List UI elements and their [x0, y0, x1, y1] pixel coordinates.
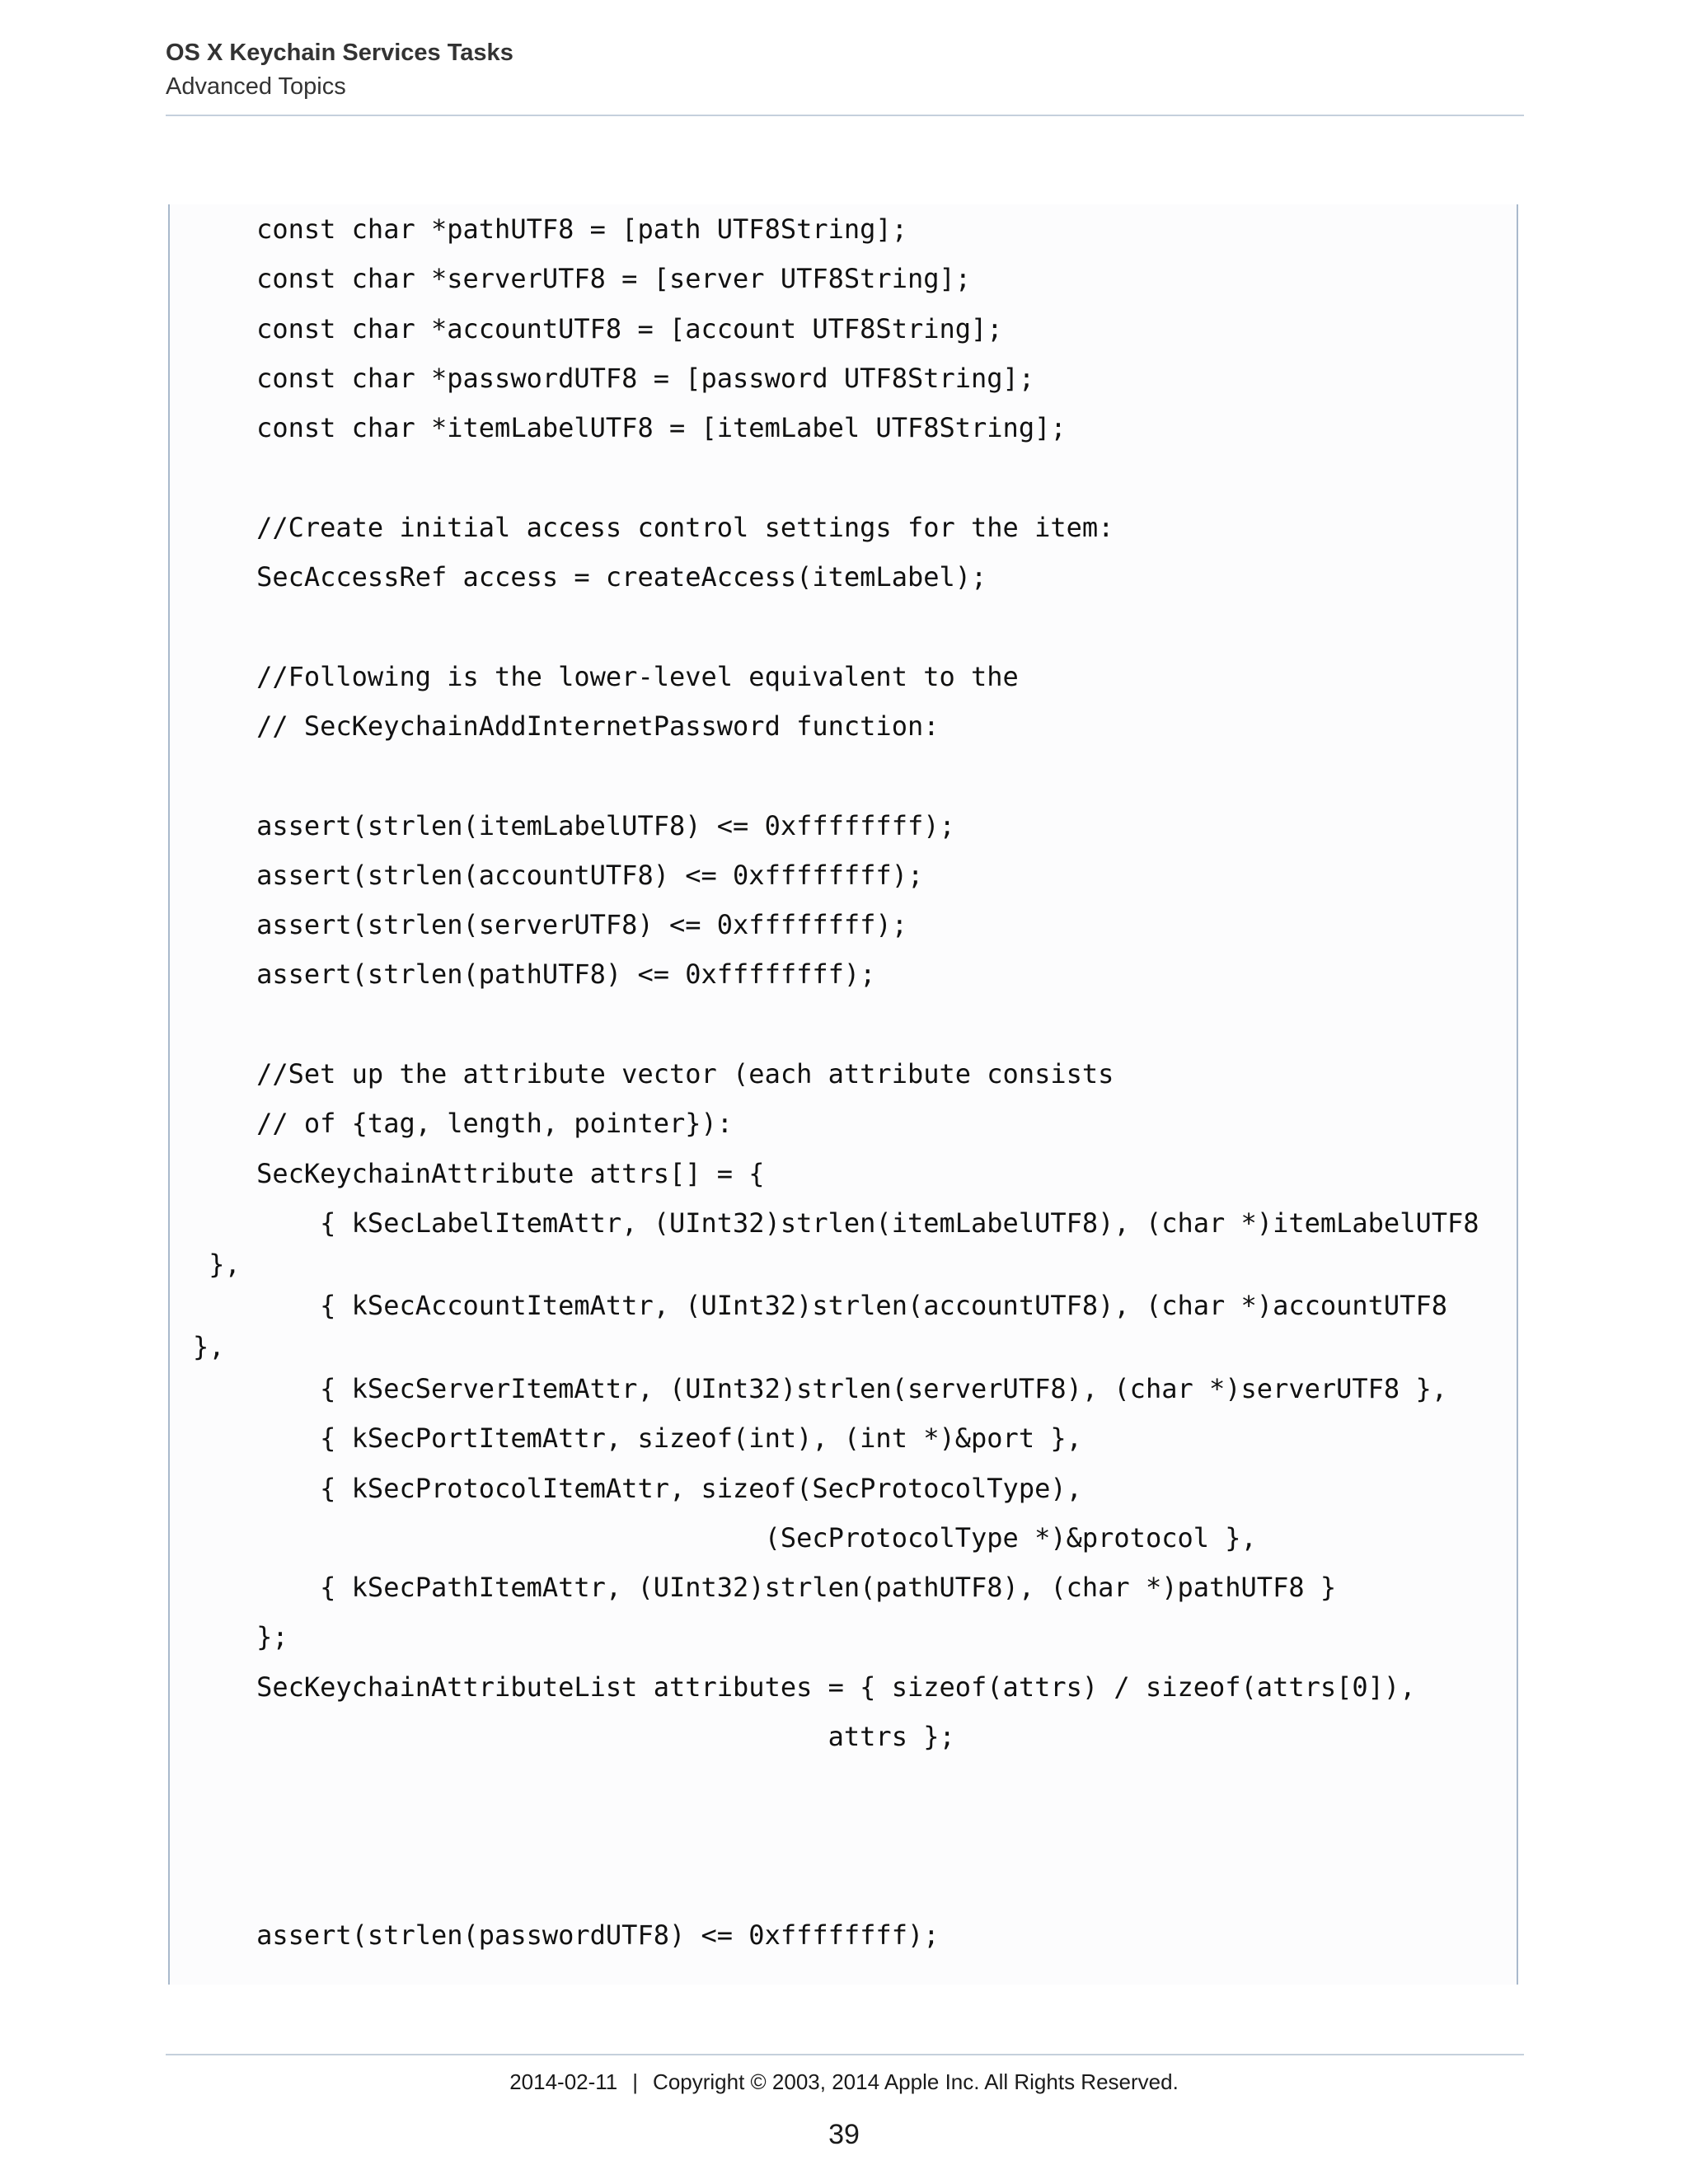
- code-line: const char *itemLabelUTF8 = [itemLabel UTF8String];: [193, 412, 1067, 444]
- code-line: const char *accountUTF8 = [account UTF8String];: [193, 312, 1003, 344]
- code-line: //Following is the lower-level equivalent to the: [193, 660, 1019, 692]
- document-title: OS X Keychain Services Tasks: [166, 40, 513, 66]
- code-line: const char *serverUTF8 = [server UTF8String];: [193, 263, 972, 295]
- code-lines: [193, 204, 1479, 1961]
- code-line: // of {tag, length, pointer}):: [193, 1108, 734, 1140]
- code-line: [193, 1000, 1479, 1049]
- code-line: { kSecPortItemAttr, sizeof(int), (int *)&port },: [193, 1422, 1082, 1455]
- code-line: //Set up the attribute vector (each attribute consists: [193, 1058, 1114, 1090]
- code-line: [193, 452, 1479, 502]
- code-line: attrs };: [193, 1721, 955, 1753]
- code-line: { kSecProtocolItemAttr, sizeof(SecProtocolType),: [193, 1472, 1082, 1504]
- code-line: [193, 751, 1479, 800]
- page-header: [166, 36, 1524, 104]
- page-number: 39: [828, 2119, 860, 2150]
- code-line-wrapped: { kSecLabelItemAttr, (UInt32)strlen(itemLabelUTF8), (char *)itemLabelUTF8 },: [209, 1207, 1479, 1280]
- footer-date: 2014-02-11: [509, 2069, 618, 2094]
- footer-divider: [166, 2054, 1524, 2055]
- footer-copyright: [0, 2067, 1688, 2097]
- code-line: const char *pathUTF8 = [path UTF8String];: [193, 213, 907, 245]
- header-divider: [166, 115, 1524, 116]
- code-line: SecKeychainAttribute attrs[] = {: [193, 1157, 765, 1189]
- code-line: { kSecServerItemAttr, (UInt32)strlen(serverUTF8), (char *)serverUTF8 },: [193, 1372, 1447, 1404]
- code-line: //Create initial access control settings for the item:: [193, 511, 1114, 543]
- code-listing: [168, 204, 1518, 1985]
- code-line: assert(strlen(passwordUTF8) <= 0xffffffff);: [193, 1919, 940, 1952]
- code-line: [193, 1761, 1479, 1811]
- code-line: assert(strlen(accountUTF8) <= 0xffffffff);: [193, 859, 924, 891]
- code-line: [193, 1811, 1479, 1861]
- section-title: Advanced Topics: [166, 73, 346, 100]
- code-line: assert(strlen(serverUTF8) <= 0xffffffff);: [193, 909, 907, 941]
- code-line: { kSecPathItemAttr, (UInt32)strlen(pathUTF8), (char *)pathUTF8 }: [193, 1572, 1337, 1604]
- code-line: // SecKeychainAddInternetPassword function:: [193, 710, 940, 742]
- code-line: assert(strlen(itemLabelUTF8) <= 0xffffffff);: [193, 809, 955, 841]
- code-line: assert(strlen(pathUTF8) <= 0xffffffff);: [193, 958, 876, 991]
- code-line: (SecProtocolType *)&protocol },: [193, 1521, 1257, 1554]
- code-line: SecKeychainAttributeList attributes = { sizeof(attrs) / sizeof(attrs[0]),: [193, 1671, 1416, 1703]
- footer-separator: |: [632, 2069, 639, 2094]
- code-line: };: [193, 1621, 288, 1653]
- copyright-text: Copyright © 2003, 2014 Apple Inc. All Rights Reserved.: [653, 2069, 1179, 2094]
- code-line: [193, 602, 1479, 651]
- code-line: const char *passwordUTF8 = [password UTF8String];: [193, 362, 1035, 394]
- code-line: [193, 1861, 1479, 1910]
- code-line-wrapped: { kSecAccountItemAttr, (UInt32)strlen(accountUTF8), (char *)accountUTF8 },: [193, 1290, 1447, 1363]
- code-line: SecAccessRef access = createAccess(itemLabel);: [193, 561, 987, 593]
